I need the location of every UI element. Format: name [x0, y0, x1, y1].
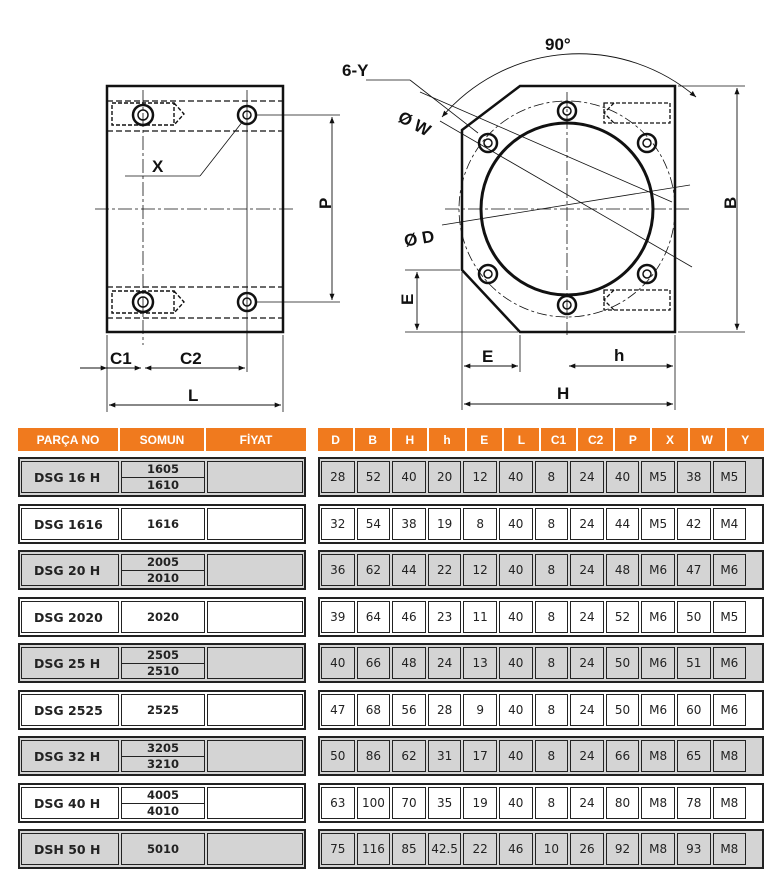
value-x: M6: [641, 554, 675, 586]
value-w: 42: [677, 508, 711, 540]
header-b-1: B: [355, 428, 392, 451]
price-cell: [207, 787, 303, 819]
value-x: M5: [641, 508, 675, 540]
value-h: 44: [392, 554, 426, 586]
value-h: 24: [428, 647, 462, 679]
value-h: 42.5: [428, 833, 462, 865]
value-h: 46: [392, 601, 426, 633]
value-x: M8: [641, 833, 675, 865]
nut-code: 1605: [122, 462, 204, 478]
nut-code: 2010: [146, 570, 179, 585]
value-w: 38: [677, 461, 711, 493]
value-b: 86: [357, 740, 391, 772]
value-h: 56: [392, 694, 426, 726]
value-x: M8: [641, 740, 675, 772]
value-d: 39: [321, 601, 355, 633]
value-e: 8: [463, 508, 497, 540]
table-row-right: [318, 550, 764, 590]
nut-code: 2525: [146, 703, 179, 717]
value-c2: 24: [570, 694, 604, 726]
value-d: 40: [321, 647, 355, 679]
value-p: 52: [606, 601, 640, 633]
label-h-small: h: [614, 346, 625, 365]
table-row-left: [18, 597, 306, 637]
table-row-right: [318, 783, 764, 823]
value-c1: 8: [535, 601, 569, 633]
part-number: DSG 25 H: [21, 647, 119, 679]
header-x-9: X: [652, 428, 689, 451]
label-l: L: [188, 386, 199, 405]
value-c1: 8: [535, 647, 569, 679]
value-c2: 24: [570, 647, 604, 679]
part-number: DSG 2020: [21, 601, 119, 633]
value-p: 50: [606, 647, 640, 679]
value-e: 17: [463, 740, 497, 772]
table-row-left: [18, 690, 306, 730]
value-h: 85: [392, 833, 426, 865]
value-e: 13: [463, 647, 497, 679]
label-angle: 90°: [545, 35, 571, 54]
header-h-3: h: [429, 428, 466, 451]
table-row-right: [318, 457, 764, 497]
value-h: 35: [428, 787, 462, 819]
table-row-left: [18, 550, 306, 590]
value-h: 23: [428, 601, 462, 633]
table-row-left: [18, 783, 306, 823]
header-parca-no: PARÇA NO: [18, 428, 120, 451]
value-y: M6: [713, 647, 747, 679]
value-c2: 24: [570, 508, 604, 540]
value-p: 44: [606, 508, 640, 540]
value-p: 40: [606, 461, 640, 493]
label-e-front: E: [482, 347, 494, 366]
part-number: DSG 40 H: [21, 787, 119, 819]
value-y: M8: [713, 740, 747, 772]
right-header-row: [318, 428, 764, 451]
value-c1: 8: [535, 740, 569, 772]
value-y: M4: [713, 508, 747, 540]
value-d: 32: [321, 508, 355, 540]
value-c1: 10: [535, 833, 569, 865]
price-cell: [207, 601, 303, 633]
nut-codes: [121, 740, 205, 772]
value-e: 22: [463, 833, 497, 865]
value-b: 64: [357, 601, 391, 633]
value-d: 47: [321, 694, 355, 726]
technical-drawing: [0, 0, 768, 420]
value-d: 50: [321, 740, 355, 772]
value-d: 75: [321, 833, 355, 865]
value-w: 50: [677, 601, 711, 633]
table-row-left: [18, 643, 306, 683]
value-p: 50: [606, 694, 640, 726]
price-cell: [207, 554, 303, 586]
nut-code: 2020: [146, 610, 179, 624]
nut-codes: [121, 694, 205, 726]
nut-code: 2005: [122, 555, 204, 571]
label-d: Ø D: [402, 226, 436, 251]
value-l: 40: [499, 508, 533, 540]
table-row-right: [318, 736, 764, 776]
label-x: X: [152, 157, 164, 176]
value-y: M6: [713, 694, 747, 726]
value-c2: 24: [570, 740, 604, 772]
label-hole-count: 6-Y: [342, 61, 369, 80]
value-w: 93: [677, 833, 711, 865]
header-c1-6: C1: [541, 428, 578, 451]
value-b: 116: [357, 833, 391, 865]
part-number: DSG 32 H: [21, 740, 119, 772]
nut-codes: [121, 461, 205, 493]
price-cell: [207, 740, 303, 772]
table-row-left: [18, 457, 306, 497]
value-y: M5: [713, 461, 747, 493]
label-h-big: H: [557, 384, 570, 403]
value-e: 9: [463, 694, 497, 726]
value-c1: 8: [535, 461, 569, 493]
part-number: DSG 20 H: [21, 554, 119, 586]
nut-codes: [121, 787, 205, 819]
value-p: 48: [606, 554, 640, 586]
value-w: 65: [677, 740, 711, 772]
value-p: 66: [606, 740, 640, 772]
part-number: DSG 1616: [21, 508, 119, 540]
nut-code: 3205: [122, 741, 204, 757]
nut-code: 3210: [146, 756, 179, 771]
value-l: 40: [499, 554, 533, 586]
value-d: 63: [321, 787, 355, 819]
value-h: 19: [428, 508, 462, 540]
table-row-right: [318, 504, 764, 544]
value-y: M6: [713, 554, 747, 586]
header-d-0: D: [318, 428, 355, 451]
price-cell: [207, 461, 303, 493]
value-b: 54: [357, 508, 391, 540]
value-c2: 24: [570, 461, 604, 493]
value-c2: 24: [570, 787, 604, 819]
table-row-right: [318, 829, 764, 869]
value-x: M6: [641, 647, 675, 679]
nut-code: 4010: [146, 803, 179, 818]
label-w: Ø W: [394, 107, 434, 141]
value-p: 80: [606, 787, 640, 819]
value-l: 40: [499, 740, 533, 772]
header-l-5: L: [504, 428, 541, 451]
left-header-row: [18, 428, 306, 451]
nut-codes: [121, 554, 205, 586]
value-c1: 8: [535, 554, 569, 586]
header-w-10: W: [690, 428, 727, 451]
value-h: 20: [428, 461, 462, 493]
nut-codes: [121, 647, 205, 679]
label-b: B: [721, 196, 740, 209]
part-number: DSH 50 H: [21, 833, 119, 865]
value-y: M8: [713, 833, 747, 865]
value-x: M5: [641, 461, 675, 493]
value-x: M6: [641, 601, 675, 633]
nut-codes: [121, 833, 205, 865]
value-y: M8: [713, 787, 747, 819]
value-w: 60: [677, 694, 711, 726]
value-w: 51: [677, 647, 711, 679]
part-number: DSG 2525: [21, 694, 119, 726]
value-h: 40: [392, 461, 426, 493]
header-fiyat: FİYAT: [206, 428, 306, 451]
nut-code: 1616: [146, 517, 179, 531]
value-b: 100: [357, 787, 391, 819]
table-row-left: [18, 736, 306, 776]
table-row-right: [318, 643, 764, 683]
value-h: 48: [392, 647, 426, 679]
label-p: P: [316, 197, 335, 209]
value-h: 38: [392, 508, 426, 540]
header-h-2: H: [392, 428, 429, 451]
price-cell: [207, 833, 303, 865]
value-b: 52: [357, 461, 391, 493]
value-e: 19: [463, 787, 497, 819]
nut-code: 4005: [122, 788, 204, 804]
value-l: 40: [499, 647, 533, 679]
label-e-side: E: [398, 293, 417, 305]
value-h: 31: [428, 740, 462, 772]
nut-codes: [121, 601, 205, 633]
label-c1: C1: [110, 349, 132, 368]
value-w: 78: [677, 787, 711, 819]
value-d: 36: [321, 554, 355, 586]
value-c1: 8: [535, 694, 569, 726]
header-c2-7: C2: [578, 428, 615, 451]
value-l: 40: [499, 787, 533, 819]
value-w: 47: [677, 554, 711, 586]
table-row-left: [18, 504, 306, 544]
price-cell: [207, 508, 303, 540]
nut-code: 5010: [146, 842, 179, 856]
value-c1: 8: [535, 787, 569, 819]
value-b: 66: [357, 647, 391, 679]
header-p-8: P: [615, 428, 652, 451]
value-b: 62: [357, 554, 391, 586]
nut-codes: [121, 508, 205, 540]
value-c2: 24: [570, 601, 604, 633]
part-number: DSG 16 H: [21, 461, 119, 493]
table-row-right: [318, 690, 764, 730]
header-e-4: E: [467, 428, 504, 451]
label-c2: C2: [180, 349, 202, 368]
value-e: 12: [463, 554, 497, 586]
nut-code: 1610: [146, 477, 179, 492]
nut-code: 2510: [146, 663, 179, 678]
price-cell: [207, 647, 303, 679]
value-x: M8: [641, 787, 675, 819]
table-row-right: [318, 597, 764, 637]
value-l: 40: [499, 601, 533, 633]
value-y: M5: [713, 601, 747, 633]
value-d: 28: [321, 461, 355, 493]
price-cell: [207, 694, 303, 726]
table-row-left: [18, 829, 306, 869]
value-l: 46: [499, 833, 533, 865]
header-somun: SOMUN: [120, 428, 206, 451]
value-x: M6: [641, 694, 675, 726]
header-y-11: Y: [727, 428, 764, 451]
value-c1: 8: [535, 508, 569, 540]
value-c2: 26: [570, 833, 604, 865]
value-b: 68: [357, 694, 391, 726]
value-e: 11: [463, 601, 497, 633]
value-e: 12: [463, 461, 497, 493]
value-h: 62: [392, 740, 426, 772]
value-h: 28: [428, 694, 462, 726]
value-c2: 24: [570, 554, 604, 586]
nut-code: 2505: [122, 648, 204, 664]
value-h: 22: [428, 554, 462, 586]
value-h: 70: [392, 787, 426, 819]
value-l: 40: [499, 461, 533, 493]
value-l: 40: [499, 694, 533, 726]
value-p: 92: [606, 833, 640, 865]
